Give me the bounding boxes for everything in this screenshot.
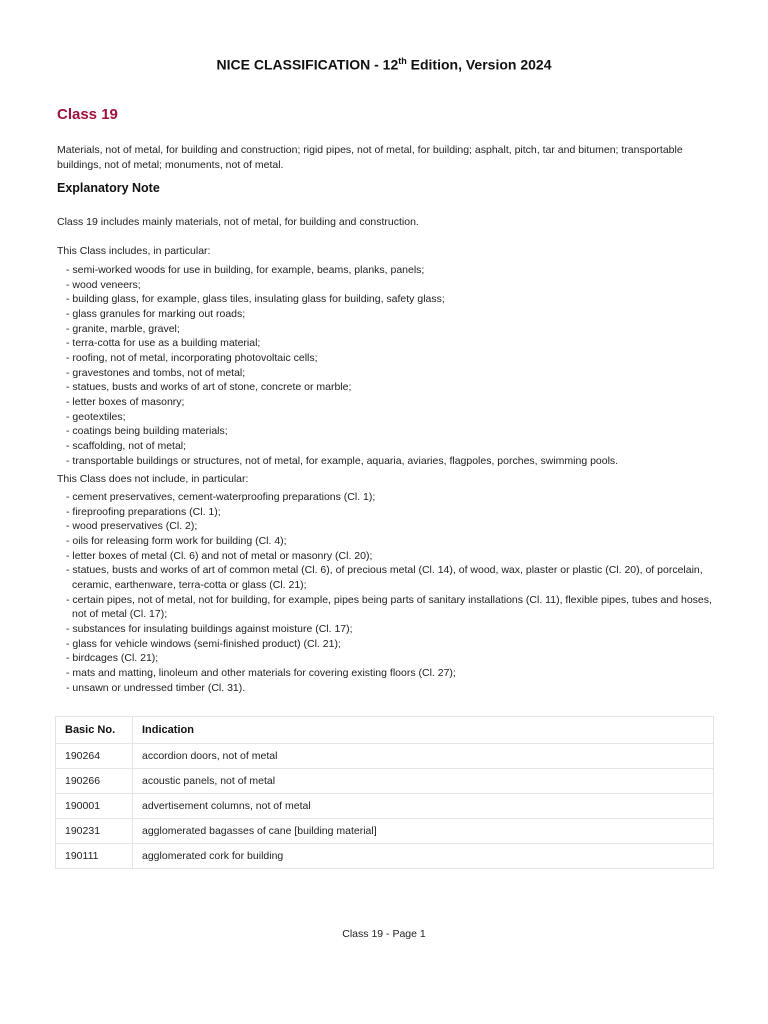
indication-cell: accordion doors, not of metal	[133, 744, 714, 769]
title-main: NICE CLASSIFICATION - 12	[216, 56, 399, 73]
class-heading-text: Materials, not of metal, for building and construction; rigid pipes, not of metal, for building; asphalt, pitch, tar and bitumen; transportable buildings, not of metal; monuments, not of metal.	[57, 144, 683, 171]
title-superscript: th	[398, 56, 407, 66]
list-item: - wood preservatives (Cl. 2);	[57, 519, 717, 534]
list-item: - coatings being building materials;	[57, 424, 717, 439]
includes-title: This Class includes, in particular:	[57, 245, 211, 257]
list-item: - unsawn or undressed timber (Cl. 31).	[57, 681, 717, 696]
basic-number-cell: 190264	[56, 744, 133, 769]
list-item: - gravestones and tombs, not of metal;	[57, 366, 717, 381]
excludes-title: This Class does not include, in particular:	[57, 473, 249, 485]
indication-cell: advertisement columns, not of metal	[133, 794, 714, 819]
basic-number-cell: 190001	[56, 794, 133, 819]
list-item: - geotextiles;	[57, 410, 717, 425]
table-row	[56, 744, 714, 769]
class-title: Class 19	[57, 106, 118, 123]
basic-number-cell: 190266	[56, 769, 133, 794]
header-indication: Indication	[133, 717, 714, 744]
list-item: - roofing, not of metal, incorporating photovoltaic cells;	[57, 351, 717, 366]
list-item: - building glass, for example, glass tiles, insulating glass for building, safety glass;	[57, 292, 717, 307]
list-item: - mats and matting, linoleum and other materials for covering existing floors (Cl. 27);	[57, 666, 717, 681]
list-item: - fireproofing preparations (Cl. 1);	[57, 505, 717, 520]
table-row	[56, 844, 714, 869]
basic-number-cell: 190231	[56, 819, 133, 844]
indication-cell: agglomerated cork for building	[133, 844, 714, 869]
list-item: - certain pipes, not of metal, not for building, for example, pipes being parts of sanitary installations (Cl. 11), flexible pipes, tubes and hoses, not of metal (Cl. 17);	[57, 593, 717, 622]
title-rest: Edition, Version 2024	[406, 56, 552, 73]
explanatory-intro: Class 19 includes mainly materials, not of metal, for building and construction.	[57, 216, 419, 228]
table-header-row	[56, 717, 714, 744]
list-item: - wood veneers;	[57, 278, 717, 293]
document-title	[0, 56, 768, 73]
list-item: - glass granules for marking out roads;	[57, 307, 717, 322]
list-item: - birdcages (Cl. 21);	[57, 651, 717, 666]
list-item: - granite, marble, gravel;	[57, 322, 717, 337]
basic-number-cell: 190111	[56, 844, 133, 869]
list-item: - letter boxes of masonry;	[57, 395, 717, 410]
list-item: - transportable buildings or structures, not of metal, for example, aquaria, aviaries, flagpoles, porches, swimming pools.	[57, 454, 717, 469]
table-row	[56, 819, 714, 844]
list-item: - semi-worked woods for use in building, for example, beams, planks, panels;	[57, 263, 717, 278]
list-item: - scaffolding, not of metal;	[57, 439, 717, 454]
indication-cell: acoustic panels, not of metal	[133, 769, 714, 794]
list-item: - cement preservatives, cement-waterproofing preparations (Cl. 1);	[57, 490, 717, 505]
explanatory-note-title: Explanatory Note	[57, 181, 160, 195]
list-item: - letter boxes of metal (Cl. 6) and not of metal or masonry (Cl. 20);	[57, 549, 717, 564]
list-item: - statues, busts and works of art of stone, concrete or marble;	[57, 380, 717, 395]
list-item: - statues, busts and works of art of common metal (Cl. 6), of precious metal (Cl. 14), of wood, wax, plaster or plastic (Cl. 20), of porcelain, ceramic, earthenware, terra-cotta or glass (Cl. 21);	[57, 563, 717, 592]
list-item: - terra-cotta for use as a building material;	[57, 336, 717, 351]
page-footer: Class 19 - Page 1	[342, 928, 426, 940]
table-row	[56, 769, 714, 794]
list-item: - substances for insulating buildings against moisture (Cl. 17);	[57, 622, 717, 637]
list-item: - oils for releasing form work for building (Cl. 4);	[57, 534, 717, 549]
table-row	[56, 794, 714, 819]
excludes-list	[57, 490, 717, 695]
goods-table	[55, 716, 714, 869]
header-basic-no: Basic No.	[56, 717, 133, 744]
indication-cell: agglomerated bagasses of cane [building material]	[133, 819, 714, 844]
includes-list	[57, 263, 717, 468]
list-item: - glass for vehicle windows (semi-finished product) (Cl. 21);	[57, 637, 717, 652]
